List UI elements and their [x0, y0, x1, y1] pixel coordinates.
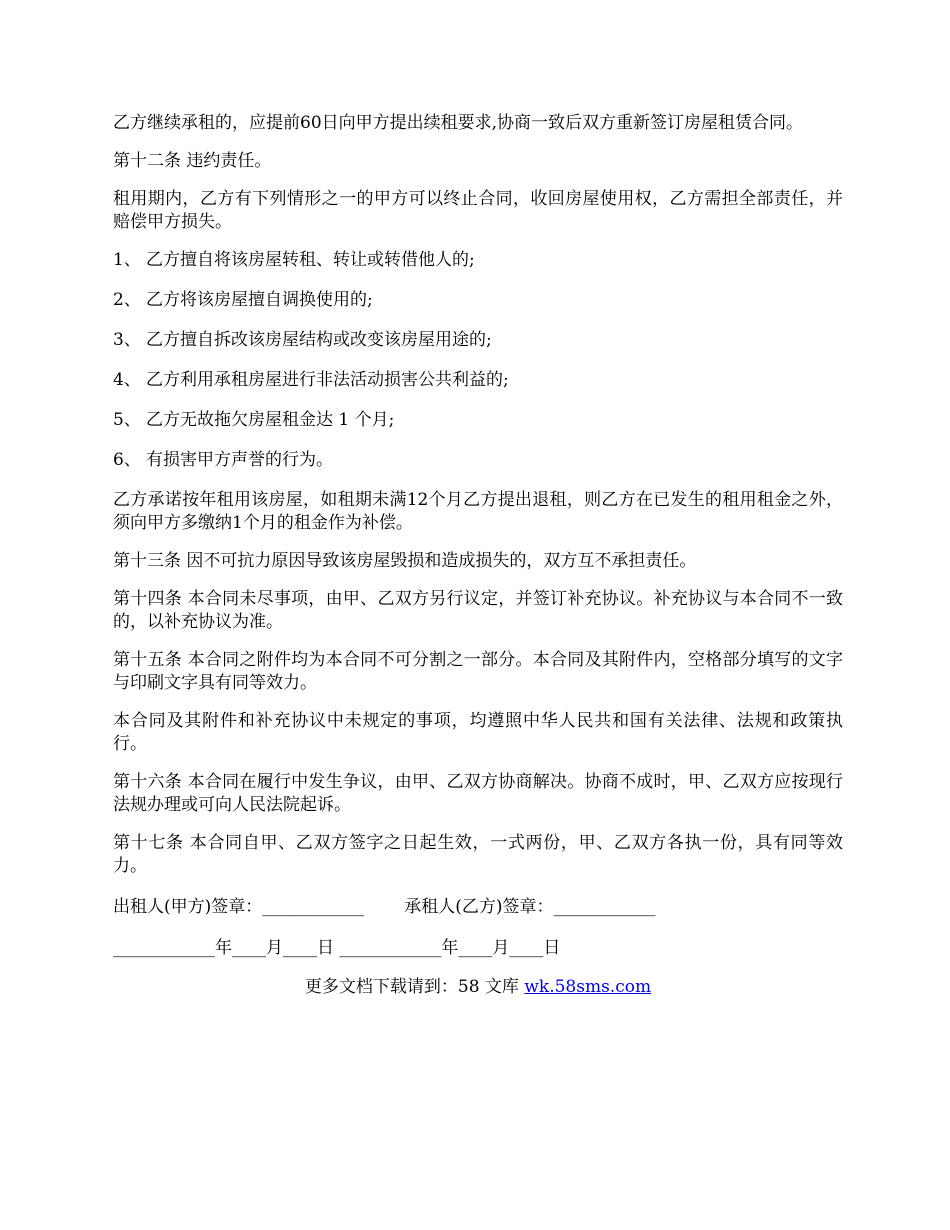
list-text: 乙方将该房屋擅自调换使用的;: [146, 290, 373, 310]
list-text: 有损害甲方声誉的行为。: [146, 450, 333, 470]
paragraph-termination: 租用期内，乙方有下列情形之一的甲方可以终止合同，收回房屋使用权，乙方需担全部责任，并赔偿甲方损失。: [113, 189, 843, 232]
list-item: [113, 249, 843, 272]
list-item: [113, 449, 843, 472]
clause-14: 第十四条 本合同未尽事项，由甲、乙双方另行议定，并签订补充协议。补充协议与本合同不一致的，以补充协议为准。: [113, 589, 843, 632]
clause-17: 第十七条 本合同自甲、乙双方签字之日起生效，一式两份，甲、乙双方各执一份，具有同等效力。: [113, 833, 843, 876]
list-item: [113, 289, 843, 312]
list-number: 2、: [113, 290, 141, 310]
clause-15: 第十五条 本合同之附件均为本合同不可分割之一部分。本合同及其附件内，空格部分填写的文字与印刷文字具有同等效力。: [113, 650, 843, 693]
list-number: 5、: [113, 410, 141, 430]
signature-row: [113, 896, 843, 919]
list-text: 乙方擅自将该房屋转租、转让或转借他人的;: [146, 250, 475, 270]
list-text: 乙方利用承租房屋进行非法活动损害公共利益的;: [146, 370, 509, 390]
date-row: ____________年____月____日 ____________年____月____日: [113, 938, 561, 958]
list-number: 3、: [113, 330, 141, 350]
paragraph-commitment: 乙方承诺按年租用该房屋，如租期未满12个月乙方提出退租，则乙方在已发生的租用租金之外，须向甲方多缴纳1个月的租金作为补偿。: [113, 490, 843, 533]
clause-13: 第十三条 因不可抗力原因导致该房屋毁损和造成损失的，双方互不承担责任。: [113, 551, 697, 571]
paragraph-renewal: 乙方继续承租的，应提前60日向甲方提出续租要求,协商一致后双方重新签订房屋租赁合同。: [113, 113, 804, 133]
footer-prefix: 更多文档下载请到：58 文库: [304, 977, 525, 997]
clause-16: 第十六条 本合同在履行中发生争议，由甲、乙双方协商解决。协商不成时，甲、乙双方应按现行法规办理或可向人民法院起诉。: [113, 772, 843, 815]
footer: [113, 976, 843, 999]
list-item: [113, 409, 843, 432]
list-text: 乙方无故拖欠房屋租金达 1 个月;: [146, 410, 395, 430]
list-item: [113, 369, 843, 392]
clause-12-heading: 第十二条 违约责任。: [113, 151, 272, 171]
document-page: [113, 112, 843, 999]
lessor-signature: 出租人(甲方)签章：____________: [113, 897, 365, 917]
list-number: 6、: [113, 450, 141, 470]
list-text: 乙方擅自拆改该房屋结构或改变该房屋用途的;: [146, 330, 492, 350]
footer-link[interactable]: wk.58sms.com: [524, 977, 652, 997]
list-item: [113, 329, 843, 352]
paragraph-unspecified-matters: 本合同及其附件和补充协议中未规定的事项，均遵照中华人民共和国有关法律、法规和政策执行。: [113, 711, 843, 754]
lessee-signature: 承租人(乙方)签章：____________: [404, 897, 656, 917]
list-number: 1、: [113, 250, 141, 270]
list-number: 4、: [113, 370, 141, 390]
